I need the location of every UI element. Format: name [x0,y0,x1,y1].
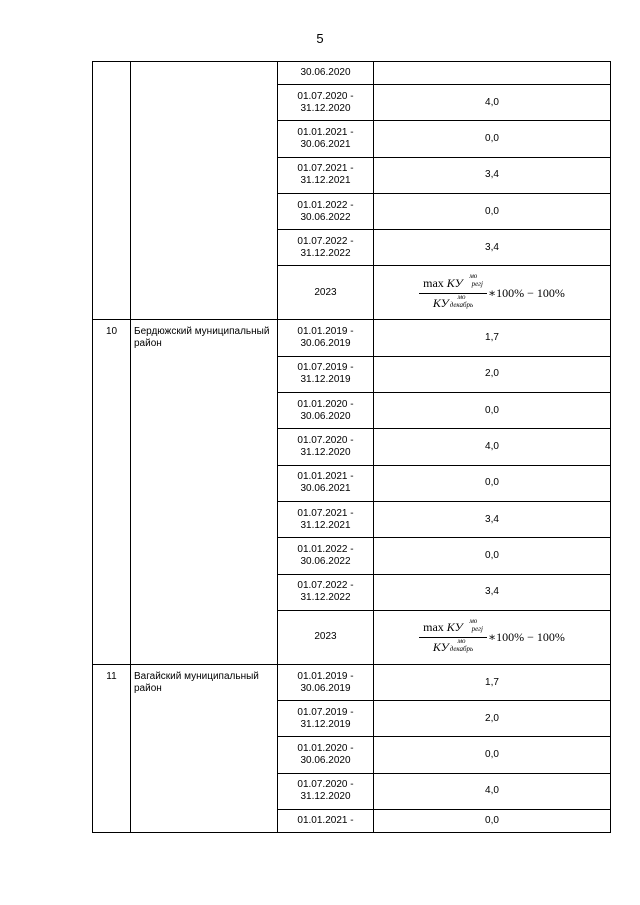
period-cell [278,465,374,501]
formula-ku: КУ [432,295,449,310]
value-cell: 0,0 [374,737,611,773]
period-text: 01.07.2020 - 31.12.2020 [297,779,354,803]
formula-cell [374,266,611,320]
formula-indices [449,292,474,309]
formula-denominator [429,638,477,654]
formula-sub: декабрь [449,300,474,309]
period-text: 01.07.2021 - 31.12.2021 [297,163,354,187]
table-row [93,664,611,700]
period-cell [278,85,374,121]
value-cell: 3,4 [374,501,611,537]
period-text: 01.07.2019 - 31.12.2019 [297,706,354,730]
value-cell: 4,0 [374,85,611,121]
municipality-name: Вагайский муниципальный район [131,664,278,832]
period-text: 01.01.2021 - 30.06.2021 [297,126,354,150]
period-cell [278,429,374,465]
value-cell: 3,4 [374,230,611,266]
row-number: 11 [93,664,131,832]
formula-indices [464,616,483,633]
value-cell: 0,0 [374,538,611,574]
period-cell [278,266,374,320]
formula-sub: регј [471,280,483,289]
formula-numerator [419,272,487,294]
formula-fraction [419,616,487,655]
row-number: 10 [93,320,131,664]
period-text: 01.07.2020 - 31.12.2020 [297,435,354,459]
period-text: 2023 [314,286,337,298]
value-cell: 2,0 [374,701,611,737]
period-cell [278,610,374,664]
formula-indices [464,272,483,289]
formula-sup: мо [457,292,466,301]
value-cell: 0,0 [374,465,611,501]
table-row [93,320,611,356]
value-cell: 2,0 [374,356,611,392]
formula-max: max [423,619,444,634]
row-number [93,62,131,320]
period-text: 01.07.2022 - 31.12.2022 [297,235,354,259]
formula-sub: регј [471,624,483,633]
formula-ku: КУ [446,619,463,634]
period-text: 01.01.2021 - [297,815,354,827]
period-text: 01.01.2021 - 30.06.2021 [297,471,354,495]
period-text: 01.01.2020 - 30.06.2020 [297,743,354,767]
period-cell [278,773,374,809]
period-cell [278,230,374,266]
period-cell [278,538,374,574]
period-cell [278,121,374,157]
formula-tail: ∗100% − 100% [487,285,565,300]
period-text: 01.01.2019 - 30.06.2019 [297,326,354,350]
period-cell [278,810,374,833]
period-cell [278,193,374,229]
formula-tail: ∗100% − 100% [487,630,565,645]
value-cell: 4,0 [374,429,611,465]
period-cell [278,501,374,537]
formula-max: max [423,275,444,290]
period-cell [278,737,374,773]
value-cell: 3,4 [374,157,611,193]
period-text: 01.07.2019 - 31.12.2019 [297,362,354,386]
formula-ku: КУ [432,640,449,655]
municipality-name: Бердюжский муниципальный район [131,320,278,664]
page-number: 5 [316,31,324,46]
period-cell [278,574,374,610]
formula-sup: мо [457,637,466,646]
value-cell: 0,0 [374,393,611,429]
period-cell [278,320,374,356]
formula-indices [449,637,474,654]
value-cell: 3,4 [374,574,611,610]
table-row [93,62,611,85]
period-text: 01.01.2019 - 30.06.2019 [297,670,354,694]
formula-fraction [419,272,487,311]
value-cell: 1,7 [374,320,611,356]
value-cell: 0,0 [374,193,611,229]
value-cell: 0,0 [374,810,611,833]
period-text: 01.01.2022 - 30.06.2022 [297,543,354,567]
tariff-table [92,61,611,833]
growth-formula [419,272,565,311]
period-cell [278,664,374,700]
period-cell [278,393,374,429]
formula-sup: мо [469,272,478,281]
period-cell [278,157,374,193]
value-cell: 4,0 [374,773,611,809]
formula-denominator [429,294,477,310]
value-cell: 0,0 [374,121,611,157]
period-text: 01.07.2020 - 31.12.2020 [297,90,354,114]
growth-formula [419,616,565,655]
period-text: 01.07.2021 - 31.12.2021 [297,507,354,531]
period-text: 01.07.2022 - 31.12.2022 [297,580,354,604]
period-cell [278,356,374,392]
period-text: 01.01.2022 - 30.06.2022 [297,199,354,223]
period-text: 01.01.2020 - 30.06.2020 [297,398,354,422]
period-cell [278,701,374,737]
period-text: 2023 [314,631,337,643]
municipality-name [131,62,278,320]
formula-sub: декабрь [449,645,474,654]
formula-numerator [419,616,487,638]
formula-cell [374,610,611,664]
value-cell: 1,7 [374,664,611,700]
formula-ku: КУ [446,275,463,290]
period-cell [278,62,374,85]
period-text: 30.06.2020 [300,67,351,78]
formula-sup: мо [469,616,478,625]
value-cell [374,62,611,85]
